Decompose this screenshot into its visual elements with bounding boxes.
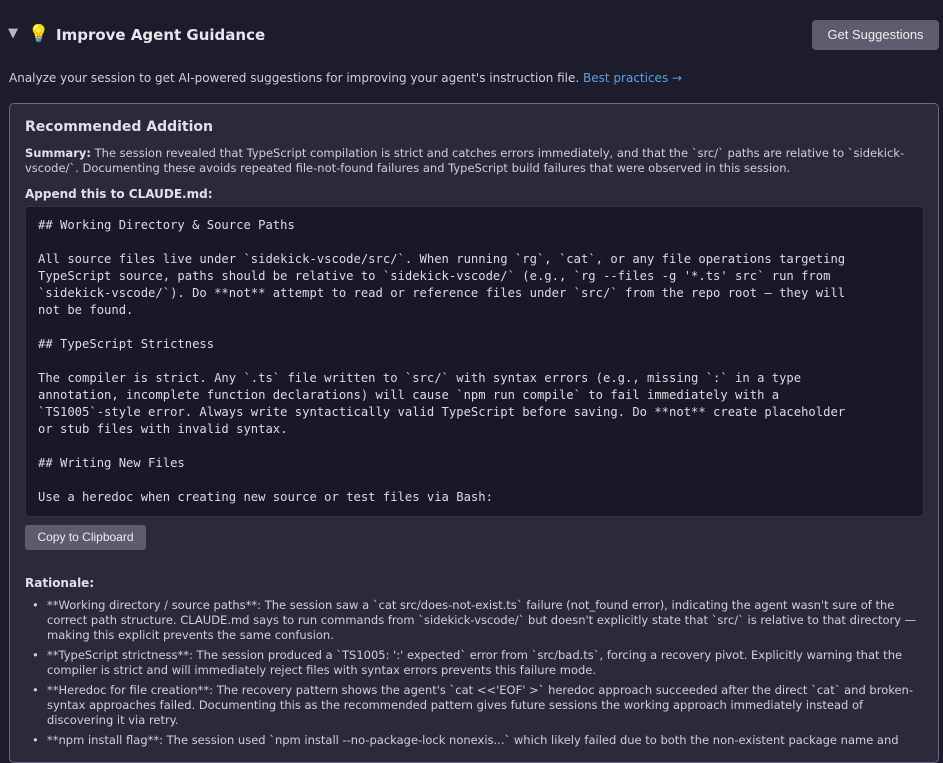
intro-text [9, 71, 682, 85]
lightbulb-icon: 💡 [28, 24, 50, 44]
rationale-label: Rationale: [25, 576, 95, 590]
code-content: ## Working Directory & Source Paths All source files live under `sidekick-vscode/src/`. When running `rg`, `cat`, or any file operations targeting TypeScript source, paths should be relative to `sidekick-vscode/` (e.g., `rg --files -g '*.ts' src` run from `sidekick-vscode/`). Do **not** attempt to read or reference files under `src/` from the repo root — they will not be found. ## TypeScript Strictness The compiler is strict. Any `.ts` file written to `src/` with syntax errors (e.g., missing `:` in a type annotation, incomplete function declarations) will cause `npm run compile` to fail immediately with a `TS1005`-style error. Always write syntactically valid TypeScript before saving. Do **not** create placeholder or stub files with invalid syntax. ## Writing New Files Use a heredoc when creating new source or test files via Bash: [38, 218, 846, 504]
list-item: • **Heredoc for file creation**: The recovery pattern shows the agent's `cat <<'EOF' >` heredoc approach succeeded after the direct `cat` and broken-syntax approaches failed. Documenting this as the recommended pattern gives future sessions the working approach immediately instead of discovering it via retry. [25, 683, 920, 728]
collapse-chevron-icon[interactable]: ▼ [8, 26, 18, 41]
code-block[interactable] [25, 206, 924, 517]
intro-description: Analyze your session to get AI-powered suggestions for improving your agent's instruction file. [9, 71, 580, 85]
rationale-list [25, 598, 920, 753]
append-label: Append this to CLAUDE.md: [25, 187, 213, 201]
list-item: • **npm install flag**: The session used `npm install --no-package-lock nonexis...` which likely failed due to both the non-existent package name and [25, 733, 920, 748]
summary-label: Summary: [25, 146, 91, 160]
best-practices-link[interactable]: Best practices → [583, 71, 683, 85]
list-item: • **Working directory / source paths**: The session saw a `cat src/does-not-exist.ts` failure (not_found error), indicating the agent wasn't sure of the correct path structure. CLAUDE.md says to run commands from `sidekick-vscode/` but doesn't explicitly state that `src/` is relative to that directory — making this explicit prevents the same confusion. [25, 598, 920, 643]
get-suggestions-button[interactable]: Get Suggestions [812, 20, 939, 50]
section-title: Improve Agent Guidance [56, 26, 266, 44]
list-item: • **TypeScript strictness**: The session produced a `TS1005: ':' expected` error from `src/bad.ts`, forcing a recovery pivot. Explicitly warning that the compiler is strict and will immediately reject files with syntax errors prevents this failure mode. [25, 648, 920, 678]
recommendation-panel [9, 103, 939, 763]
summary [25, 146, 915, 176]
recommendation-title: Recommended Addition [25, 119, 213, 135]
copy-to-clipboard-button[interactable]: Copy to Clipboard [25, 525, 146, 550]
summary-text: The session revealed that TypeScript compilation is strict and catches errors immediately, and that the `src/` paths are relative to `sidekick-vscode/`. Documenting these avoids repeated file-not-found failures and TypeScript build failures that were observed in this session. [25, 146, 905, 175]
guidance-header [0, 0, 943, 70]
